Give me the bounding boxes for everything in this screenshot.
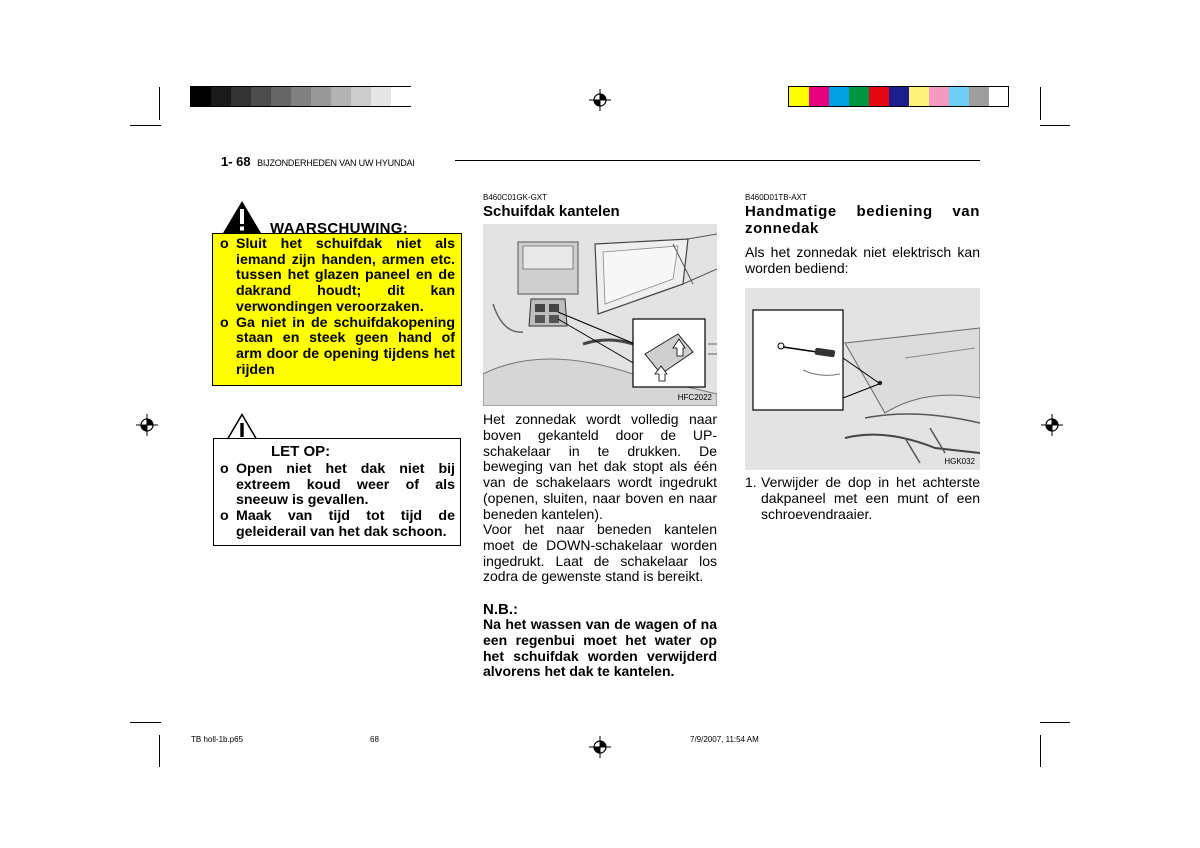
registration-mark-icon (136, 414, 158, 436)
color-swatch (789, 87, 809, 106)
figure-caption: HGK032 (944, 457, 975, 466)
crop-mark (130, 722, 161, 723)
grey-swatch (191, 87, 211, 106)
warning-list (220, 237, 455, 378)
grey-swatch (291, 87, 311, 106)
section-title: BIJZONDERHEDEN VAN UW HYUNDAI (257, 158, 415, 168)
section-code: B460D01TB-AXT (745, 193, 807, 202)
color-swatch (809, 87, 829, 106)
grey-swatch (351, 87, 371, 106)
color-swatch (909, 87, 929, 106)
grey-swatch (271, 87, 291, 106)
list-item: o Sluit het schuifdak niet als iemand zijn handen, armen etc. tussen het glazen paneel en de dakrand houdt; dit kan verwondingen veroorzaken. (220, 237, 455, 316)
grey-swatch (331, 87, 351, 106)
grey-swatch (251, 87, 271, 106)
crop-mark (1040, 87, 1041, 120)
color-swatch (949, 87, 969, 106)
list-item: o Ga niet in de schuifdakopening staan en steek geen hand of arm door de opening tijdens het rijden (220, 316, 455, 379)
manual-operation-illustration (745, 288, 980, 470)
crop-mark (1040, 125, 1070, 126)
footer-timestamp: 7/9/2007, 11:54 AM (690, 735, 759, 744)
color-swatch (889, 87, 909, 106)
registration-mark-icon (589, 736, 611, 758)
step-number: 1. (745, 474, 757, 490)
list-item: o Open niet het dak niet bij extreem koud weer of als sneeuw is gevallen. (220, 462, 455, 509)
page-header (221, 153, 415, 171)
color-swatch (849, 87, 869, 106)
body-paragraph: Als het zonnedak niet elektrisch kan worden bediend: (745, 244, 980, 276)
crop-mark (1040, 735, 1041, 767)
crop-mark (159, 735, 160, 767)
footer-file: TB holl-1b.p65 (191, 735, 244, 744)
sunroof-switch-figure (483, 224, 717, 406)
crop-mark (1040, 722, 1070, 723)
footer-page: 68 (370, 735, 379, 744)
registration-mark-icon (1041, 414, 1063, 436)
body-paragraph: Voor het naar beneden kantelen moet de DOWN-schakelaar worden ingedrukt. Laat de schakelaar los zodra de gewenste stand is bereikt. (483, 521, 717, 585)
registration-mark-icon (589, 89, 611, 111)
manual-operation-figure (745, 288, 980, 470)
grey-swatch (391, 87, 411, 106)
warning-triangle-icon (222, 200, 262, 234)
body-paragraph: Het zonnedak wordt volledig naar boven gekanteld door de UP-schakelaar in te drukken. De beweging van het dak stopt als één van de schakelaars wordt ingedrukt (openen, sluiten, naar boven en naar beneden kantelen). (483, 411, 717, 522)
grey-swatch (211, 87, 231, 106)
grey-swatch (311, 87, 331, 106)
note-text: Na het wassen van de wagen of na een regenbui moet het water op het schuifdak worden verwijderd alvorens het dak te kantelen. (483, 616, 717, 680)
color-swatch (869, 87, 889, 106)
color-swatch (969, 87, 989, 106)
figure-caption: HFC2022 (677, 393, 712, 402)
caution-title: LET OP: (271, 443, 331, 460)
header-rule (455, 160, 980, 161)
section-heading: Handmatige bediening van zonnedak (745, 203, 980, 237)
crop-mark (159, 87, 160, 120)
grey-swatch (371, 87, 391, 106)
color-swatch (929, 87, 949, 106)
section-code: B460C01GK-GXT (483, 193, 548, 202)
section-heading: Schuifdak kantelen (483, 203, 620, 220)
grey-swatch (231, 87, 251, 106)
list-item: o Maak van tijd tot tijd de geleiderail van het dak schoon. (220, 509, 455, 540)
note-heading: N.B.: (483, 601, 518, 618)
sunroof-switch-illustration (483, 224, 717, 406)
crop-mark (130, 125, 161, 126)
step-text: Verwijder de dop in het achterste dakpaneel met een munt of een schroevendraaier. (761, 474, 980, 522)
caution-list (220, 462, 455, 541)
page-number: 1- 68 (221, 154, 251, 169)
warning-title: WAARSCHUWING: (270, 220, 409, 237)
color-swatch (829, 87, 849, 106)
